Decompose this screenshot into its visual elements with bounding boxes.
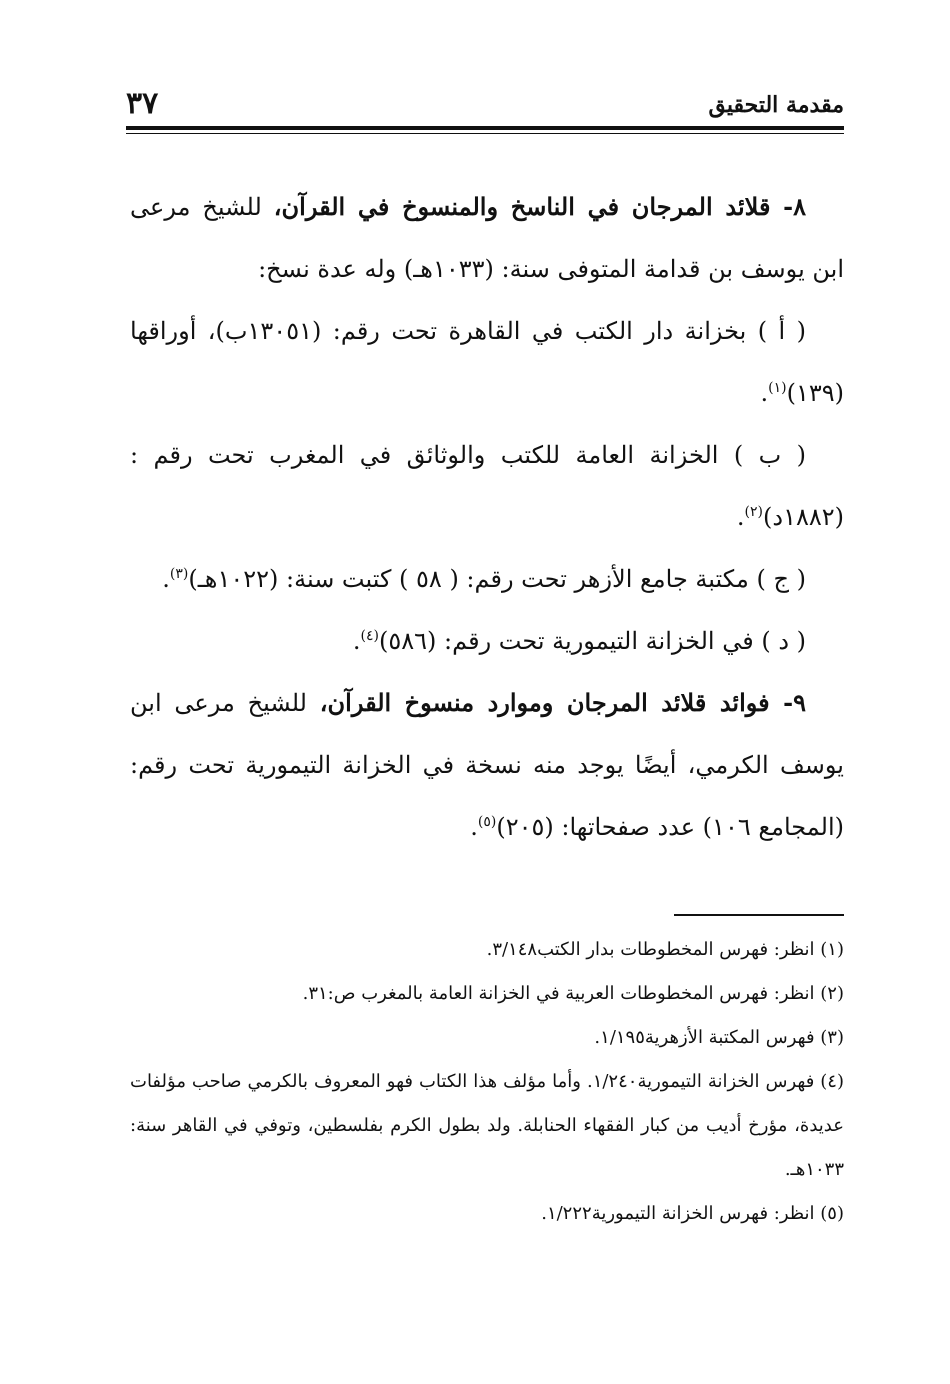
footnote-1: (١) انظر: فهرس المخطوطات بدار الكتب٣/١٤٨. [486,939,844,960]
entry-8-text: للشيخ مرعى ابن يوسف بن قدامة المتوفى سنة: (١٠٣٣هـ) وله عدة نسخ: [130,193,844,283]
header-rule-thick [126,126,844,130]
copy-b-text: ( ب ) الخزانة العامة للكتب والوثائق في المغرب تحت رقم : (١٨٨٢د) [130,441,844,531]
entry-9-title: ٩- فوائد قلائد المرجان وموارد منسوخ القرآن، [319,688,806,717]
page-header [126,86,844,126]
footnote-ref-4[interactable]: (٤) [360,628,379,644]
copy-b [130,424,844,548]
copy-d [130,610,844,672]
footnote-ref-1[interactable]: (١) [768,380,787,396]
entry-9-text: للشيخ مرعى ابن يوسف الكرمي، أيضًا يوجد منه نسخة في الخزانة التيمورية تحت رقم: (المجامع ١٠٦) عدد صفحاتها: (٢٠٥) [130,689,844,841]
running-title: مقدمة التحقيق [708,92,844,118]
main-text [130,176,844,858]
copy-c-text: ( ج ) مكتبة جامع الأزهر تحت رقم: ( ٥٨ ) كتبت سنة: (١٠٢٢هـ) [188,565,806,593]
copy-a [130,300,844,424]
footnote-5: (٥) انظر: فهرس الخزانة التيمورية١/٢٢٢. [541,1203,844,1224]
entry-9 [130,672,844,858]
entry-8-title: ٨- قلائد المرجان في الناسخ والمنسوخ في القرآن، [273,192,806,221]
footnote-ref-2[interactable]: (٢) [744,504,763,520]
footnote-4: (٤) فهرس الخزانة التيمورية١/٢٤٠. وأما مؤلف هذا الكتاب فهو المعروف بالكرمي صاحب مؤلفات عديدة، مؤرخ أديب من كبار الفقهاء الحنابلة. ولد بطول الكرم بفلسطين، وتوفي في القاهر سنة: ١٠٣٣هـ. [130,1071,844,1180]
entry-9-end: . [470,813,478,841]
footnote-2: (٢) انظر: فهرس المخطوطات العربية في الخزانة العامة بالمغرب ص:٣١. [302,983,844,1004]
copy-d-text: ( د ) في الخزانة التيمورية تحت رقم: (٥٨٦) [379,627,806,655]
footnote-ref-5[interactable]: (٥) [477,814,497,830]
footnote-separator [674,914,844,916]
page-number: ٣٧ [126,86,159,121]
copy-b-end: . [736,503,745,531]
header-rule-thin [126,133,844,134]
copy-c [130,548,844,610]
copy-c-end: . [162,565,170,593]
entry-8 [130,176,844,300]
copy-d-end: . [352,627,361,655]
footnotes [130,928,844,1236]
footnote-3: (٣) فهرس المكتبة الأزهرية١/١٩٥. [594,1027,844,1048]
copy-a-end: . [760,379,769,407]
footnote-ref-3[interactable]: (٣) [169,566,189,582]
copy-a-text: ( أ ) بخزانة دار الكتب في القاهرة تحت رقم: (١٣٠٥١ب)، أوراقها (١٣٩) [130,317,844,407]
